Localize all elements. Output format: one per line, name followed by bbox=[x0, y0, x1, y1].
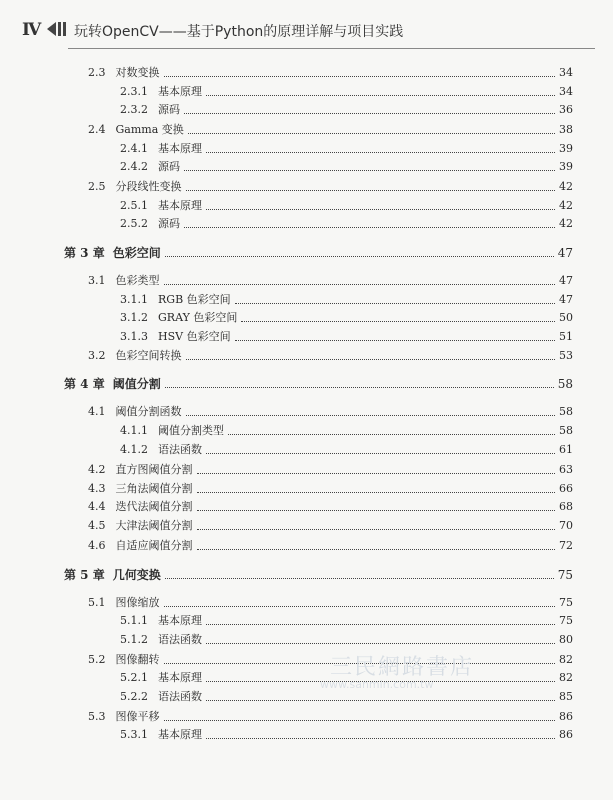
toc-entry-row bbox=[120, 291, 573, 307]
dot-leader bbox=[165, 255, 554, 257]
dot-leader bbox=[186, 414, 556, 416]
dot-leader bbox=[235, 339, 555, 341]
toc-entry-number: 5.1 bbox=[88, 596, 106, 609]
toc-entry-page: 58 bbox=[559, 405, 573, 418]
toc-entry-page: 42 bbox=[559, 180, 573, 193]
toc-entry-title: 基本原理 bbox=[158, 614, 202, 627]
toc-entry-page: 86 bbox=[559, 710, 573, 723]
toc-chapter-row bbox=[64, 244, 573, 260]
dot-leader bbox=[235, 302, 555, 304]
toc-entry-number: 第 5 章 bbox=[64, 568, 105, 582]
dot-leader bbox=[206, 642, 555, 644]
toc-entry-row bbox=[88, 272, 573, 288]
header-divider bbox=[68, 48, 595, 49]
toc-entry-title: 色彩空间 bbox=[112, 246, 161, 260]
toc-entry-page: 86 bbox=[559, 728, 573, 741]
toc-entry-page: 50 bbox=[559, 311, 573, 324]
dot-leader bbox=[197, 509, 556, 511]
toc-entry-title: 直方图阈值分割 bbox=[115, 463, 193, 476]
page-header bbox=[0, 0, 613, 48]
dot-leader bbox=[165, 386, 554, 388]
dot-leader bbox=[206, 452, 555, 454]
toc-entry-title: 阈值分割函数 bbox=[115, 405, 182, 418]
toc-entry-page: 42 bbox=[559, 199, 573, 212]
toc-entry-row bbox=[88, 498, 573, 514]
dot-leader bbox=[228, 433, 555, 435]
toc-entry-number: 5.2.2 bbox=[120, 690, 148, 703]
dot-leader bbox=[186, 189, 556, 191]
dot-leader bbox=[184, 226, 555, 228]
toc-entry-title: 阈值分割 bbox=[112, 377, 161, 391]
toc-entry-number: 4.1.2 bbox=[120, 443, 148, 456]
dot-leader bbox=[164, 75, 556, 77]
toc-entry-row bbox=[120, 158, 573, 174]
dot-leader bbox=[184, 112, 555, 114]
toc-entry-row bbox=[120, 422, 573, 438]
toc-entry-title: 语法函数 bbox=[158, 633, 202, 646]
toc-entry-number: 5.2 bbox=[88, 653, 106, 666]
dot-leader bbox=[164, 719, 556, 721]
toc-entry-number: 4.4 bbox=[88, 500, 106, 513]
toc-entry-row bbox=[120, 726, 573, 742]
toc-entry-number: 4.2 bbox=[88, 463, 106, 476]
toc-entry-number: 2.3.2 bbox=[120, 103, 148, 116]
toc-entry-title: 源码 bbox=[158, 217, 180, 230]
toc-entry-title: 对数变换 bbox=[115, 66, 160, 79]
left-arrow-icon bbox=[47, 22, 67, 36]
toc-entry-page: 85 bbox=[559, 690, 573, 703]
dot-leader bbox=[206, 94, 555, 96]
toc-entry-title: 自适应阈值分割 bbox=[115, 539, 193, 552]
toc-entry-page: 47 bbox=[557, 246, 573, 260]
watermark-text: 三民網路書店 bbox=[330, 655, 475, 680]
toc-entry-page: 39 bbox=[559, 142, 573, 155]
toc-entry-page: 51 bbox=[559, 330, 573, 343]
toc-entry-row bbox=[88, 403, 573, 419]
toc-entry-row bbox=[120, 83, 573, 99]
toc-entry-number: 第 4 章 bbox=[64, 377, 105, 391]
toc-entry-page: 42 bbox=[559, 217, 573, 230]
toc-entry-number: 3.1.1 bbox=[120, 293, 148, 306]
toc-entry-page: 58 bbox=[557, 377, 573, 391]
toc-entry-title: 源码 bbox=[158, 160, 180, 173]
toc-entry-number: 2.4.2 bbox=[120, 160, 148, 173]
dot-leader bbox=[206, 737, 555, 739]
toc-entry-number: 2.5 bbox=[88, 180, 106, 193]
toc-entry-page: 34 bbox=[559, 85, 573, 98]
toc-entry-number: 4.1.1 bbox=[120, 424, 148, 437]
toc-entry-page: 75 bbox=[557, 568, 573, 582]
toc-entry-title: 基本原理 bbox=[158, 728, 202, 741]
toc-entry-number: 3.1.2 bbox=[120, 311, 148, 324]
toc-entry-number: 4.6 bbox=[88, 539, 106, 552]
toc-entry-row bbox=[120, 309, 573, 325]
toc-entry-row bbox=[88, 537, 573, 553]
toc-entry-row bbox=[120, 328, 573, 344]
toc-entry-row bbox=[120, 441, 573, 457]
dot-leader bbox=[165, 577, 554, 579]
toc-entry-row bbox=[88, 594, 573, 610]
toc-entry-number: 2.4.1 bbox=[120, 142, 148, 155]
toc-entry-page: 80 bbox=[559, 633, 573, 646]
dot-leader bbox=[206, 151, 555, 153]
toc-entry-title: GRAY 色彩空间 bbox=[158, 311, 238, 324]
dot-leader bbox=[197, 528, 556, 530]
toc-entry-number: 4.1 bbox=[88, 405, 106, 418]
toc-entry-title: 几何变换 bbox=[112, 568, 161, 582]
toc-entry-row bbox=[88, 121, 573, 137]
toc-entry-row bbox=[88, 480, 573, 496]
toc-entry-page: 39 bbox=[559, 160, 573, 173]
toc-entry-page: 75 bbox=[559, 614, 573, 627]
toc-entry-number: 3.1 bbox=[88, 274, 106, 287]
toc-entry-title: Gamma 变换 bbox=[115, 123, 184, 136]
toc-entry-number: 4.3 bbox=[88, 482, 106, 495]
dot-leader bbox=[206, 623, 555, 625]
watermark bbox=[300, 650, 500, 698]
toc-entry-title: HSV 色彩空间 bbox=[158, 330, 231, 343]
dot-leader bbox=[164, 605, 556, 607]
dot-leader bbox=[197, 491, 556, 493]
toc-entry-title: 色彩类型 bbox=[115, 274, 160, 287]
toc-entry-title: 语法函数 bbox=[158, 443, 202, 456]
toc-entry-row bbox=[88, 64, 573, 80]
toc-entry-row bbox=[120, 197, 573, 213]
toc-entry-title: 基本原理 bbox=[158, 142, 202, 155]
toc-entry-number: 3.1.3 bbox=[120, 330, 148, 343]
toc-entry-page: 63 bbox=[559, 463, 573, 476]
toc-entry-page: 36 bbox=[559, 103, 573, 116]
toc-entry-number: 5.3 bbox=[88, 710, 106, 723]
toc-entry-page: 66 bbox=[559, 482, 573, 495]
toc-entry-number: 2.4 bbox=[88, 123, 106, 136]
toc-entry-title: 基本原理 bbox=[158, 671, 202, 684]
toc-entry-title: 大津法阈值分割 bbox=[115, 519, 193, 532]
toc-entry-row bbox=[120, 631, 573, 647]
toc-entry-title: 图像翻转 bbox=[115, 653, 160, 666]
dot-leader bbox=[188, 132, 555, 134]
dot-leader bbox=[197, 548, 556, 550]
toc-entry-title: 迭代法阈值分割 bbox=[115, 500, 193, 513]
toc-entry-row bbox=[88, 178, 573, 194]
toc-entry-number: 3.2 bbox=[88, 349, 106, 362]
toc-entry-row bbox=[88, 347, 573, 363]
toc-entry-row bbox=[120, 612, 573, 628]
toc-entry-page: 82 bbox=[559, 653, 573, 666]
toc-entry-number: 2.3 bbox=[88, 66, 106, 79]
dot-leader bbox=[186, 358, 556, 360]
toc-entry-page: 53 bbox=[559, 349, 573, 362]
toc-entry-page: 61 bbox=[559, 443, 573, 456]
toc-entry-row bbox=[120, 101, 573, 117]
toc-entry-title: 三角法阈值分割 bbox=[115, 482, 193, 495]
toc-entry-page: 47 bbox=[559, 293, 573, 306]
dot-leader bbox=[241, 320, 555, 322]
toc-entry-number: 5.1.1 bbox=[120, 614, 148, 627]
toc-entry-title: RGB 色彩空间 bbox=[158, 293, 231, 306]
toc-entry-title: 基本原理 bbox=[158, 199, 202, 212]
toc-entry-title: 图像缩放 bbox=[115, 596, 160, 609]
dot-leader bbox=[206, 699, 555, 701]
toc-entry-title: 基本原理 bbox=[158, 85, 202, 98]
dot-leader bbox=[184, 169, 555, 171]
toc-entry-row bbox=[88, 461, 573, 477]
toc-entry-page: 58 bbox=[559, 424, 573, 437]
dot-leader bbox=[206, 208, 555, 210]
toc-entry-number: 5.3.1 bbox=[120, 728, 148, 741]
toc-entry-page: 75 bbox=[559, 596, 573, 609]
toc-entry-page: 38 bbox=[559, 123, 573, 136]
toc-entry-page: 70 bbox=[559, 519, 573, 532]
toc-chapter-row bbox=[64, 375, 573, 391]
toc-entry-row bbox=[120, 215, 573, 231]
toc-entry-page: 72 bbox=[559, 539, 573, 552]
watermark-url: www.sanmin.com.tw bbox=[320, 678, 434, 691]
page-number: Ⅳ bbox=[22, 20, 42, 40]
toc-entry-page: 47 bbox=[559, 274, 573, 287]
toc-entry-title: 图像平移 bbox=[115, 710, 160, 723]
dot-leader bbox=[164, 283, 556, 285]
dot-leader bbox=[197, 472, 556, 474]
toc-entry-number: 4.5 bbox=[88, 519, 106, 532]
toc-entry-number: 2.3.1 bbox=[120, 85, 148, 98]
toc-entry-number: 第 3 章 bbox=[64, 246, 105, 260]
book-title: 玩转OpenCV——基于Python的原理详解与项目实践 bbox=[74, 24, 404, 40]
toc-entry-title: 阈值分割类型 bbox=[158, 424, 224, 437]
toc-entry-title: 源码 bbox=[158, 103, 180, 116]
toc-entry-page: 68 bbox=[559, 500, 573, 513]
toc-entry-title: 色彩空间转换 bbox=[115, 349, 182, 362]
toc-entry-title: 语法函数 bbox=[158, 690, 202, 703]
toc-entry-page: 82 bbox=[559, 671, 573, 684]
toc-entry-row bbox=[120, 140, 573, 156]
toc-entry-title: 分段线性变换 bbox=[115, 180, 182, 193]
toc-entry-page: 34 bbox=[559, 66, 573, 79]
toc-chapter-row bbox=[64, 566, 573, 582]
toc-entry-number: 5.2.1 bbox=[120, 671, 148, 684]
toc-entry-number: 2.5.2 bbox=[120, 217, 148, 230]
toc-entry-row bbox=[88, 517, 573, 533]
toc-entry-row bbox=[88, 708, 573, 724]
toc-entry-number: 2.5.1 bbox=[120, 199, 148, 212]
toc-entry-number: 5.1.2 bbox=[120, 633, 148, 646]
